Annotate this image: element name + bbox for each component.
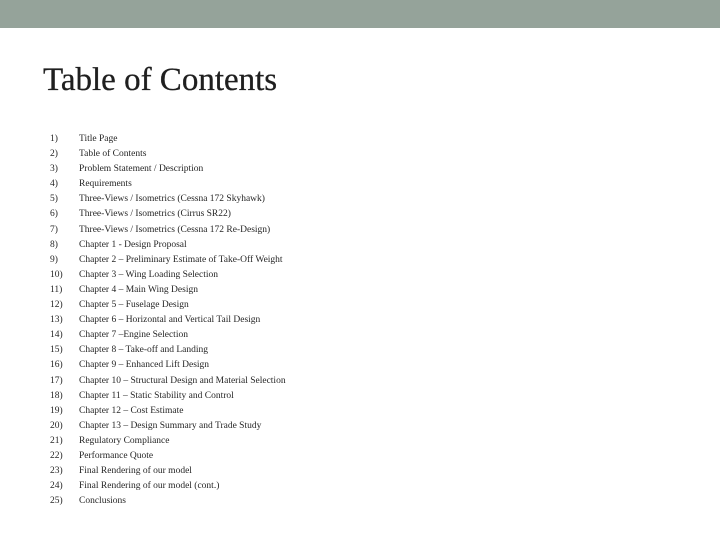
list-item-label: Chapter 1 - Design Proposal [79, 239, 187, 250]
list-item-number: 21) [50, 435, 63, 446]
list-item [50, 298, 450, 313]
list-item-number: 16) [50, 360, 63, 371]
list-item-label: Chapter 11 – Static Stability and Control [79, 390, 234, 401]
list-item-number: 10) [50, 269, 63, 280]
list-item-number: 18) [50, 390, 63, 401]
list-item-number: 9) [50, 254, 58, 265]
list-item-label: Chapter 4 – Main Wing Design [79, 284, 198, 295]
list-item-label: Chapter 10 – Structural Design and Material Selection [79, 375, 286, 386]
list-item [50, 494, 450, 509]
list-item-label: Three-Views / Isometrics (Cessna 172 Skyhawk) [79, 194, 265, 205]
list-item-number: 15) [50, 345, 63, 356]
list-item [50, 268, 450, 283]
list-item-number: 11) [50, 284, 63, 295]
list-item [50, 253, 450, 268]
list-item-label: Chapter 3 – Wing Loading Selection [79, 269, 219, 280]
table-of-contents-list [50, 132, 450, 509]
list-item-label: Chapter 9 – Enhanced Lift Design [79, 360, 210, 371]
list-item-number: 17) [50, 375, 63, 386]
list-item-label: Final Rendering of our model [79, 466, 192, 477]
list-item [50, 177, 450, 192]
list-item [50, 192, 450, 207]
page-title: Table of Contents [43, 62, 278, 98]
list-item-label: Title Page [79, 134, 118, 144]
list-item-number: 2) [50, 149, 58, 160]
list-item [50, 479, 450, 494]
list-item-number: 12) [50, 300, 63, 311]
list-item [50, 419, 450, 434]
list-item-label: Chapter 8 – Take-off and Landing [79, 345, 209, 356]
list-item-label: Performance Quote [79, 450, 154, 461]
list-item [50, 404, 450, 419]
list-item [50, 223, 450, 238]
list-item [50, 147, 450, 162]
list-item [50, 162, 450, 177]
list-item-number: 24) [50, 481, 63, 492]
list-item-number: 6) [50, 209, 58, 220]
list-item-number: 3) [50, 164, 58, 175]
list-item-label: Requirements [79, 179, 132, 190]
list-item-number: 25) [50, 496, 63, 507]
list-item-label: Chapter 7 –Engine Selection [79, 330, 188, 341]
list-item-label: Final Rendering of our model (cont.) [79, 481, 220, 492]
list-item-number: 1) [50, 134, 58, 144]
list-item [50, 358, 450, 373]
list-item-label: Chapter 2 – Preliminary Estimate of Take-Off Weight [79, 254, 283, 265]
list-item-number: 19) [50, 405, 63, 416]
list-item-label: Conclusions [79, 496, 126, 507]
list-item-label: Table of Contents [79, 149, 147, 160]
list-item [50, 389, 450, 404]
list-item-label: Problem Statement / Description [79, 164, 204, 175]
list-item-number: 13) [50, 315, 63, 326]
list-item-label: Chapter 5 – Fuselage Design [79, 300, 189, 311]
list-item [50, 464, 450, 479]
list-item-number: 7) [50, 224, 58, 235]
list-item [50, 238, 450, 253]
list-item [50, 283, 450, 298]
list-item-number: 22) [50, 450, 63, 461]
list-item-number: 4) [50, 179, 58, 190]
list-item [50, 374, 450, 389]
list-item-label: Three-Views / Isometrics (Cessna 172 Re-Design) [79, 224, 271, 235]
top-accent-bar [0, 0, 720, 28]
list-item-number: 5) [50, 194, 58, 205]
list-item-label: Chapter 12 – Cost Estimate [79, 405, 184, 416]
list-item-number: 14) [50, 330, 63, 341]
list-item [50, 313, 450, 328]
list-item-label: Regulatory Compliance [79, 435, 170, 446]
list-item [50, 207, 450, 222]
list-item [50, 132, 450, 147]
list-item [50, 434, 450, 449]
list-item-label: Chapter 13 – Design Summary and Trade Study [79, 420, 262, 431]
list-item [50, 343, 450, 358]
list-item [50, 328, 450, 343]
list-item-number: 8) [50, 239, 58, 250]
list-item [50, 449, 450, 464]
list-item-label: Chapter 6 – Horizontal and Vertical Tail Design [79, 315, 261, 326]
list-item-number: 20) [50, 420, 63, 431]
list-item-label: Three-Views / Isometrics (Cirrus SR22) [79, 209, 231, 220]
list-item-number: 23) [50, 466, 63, 477]
